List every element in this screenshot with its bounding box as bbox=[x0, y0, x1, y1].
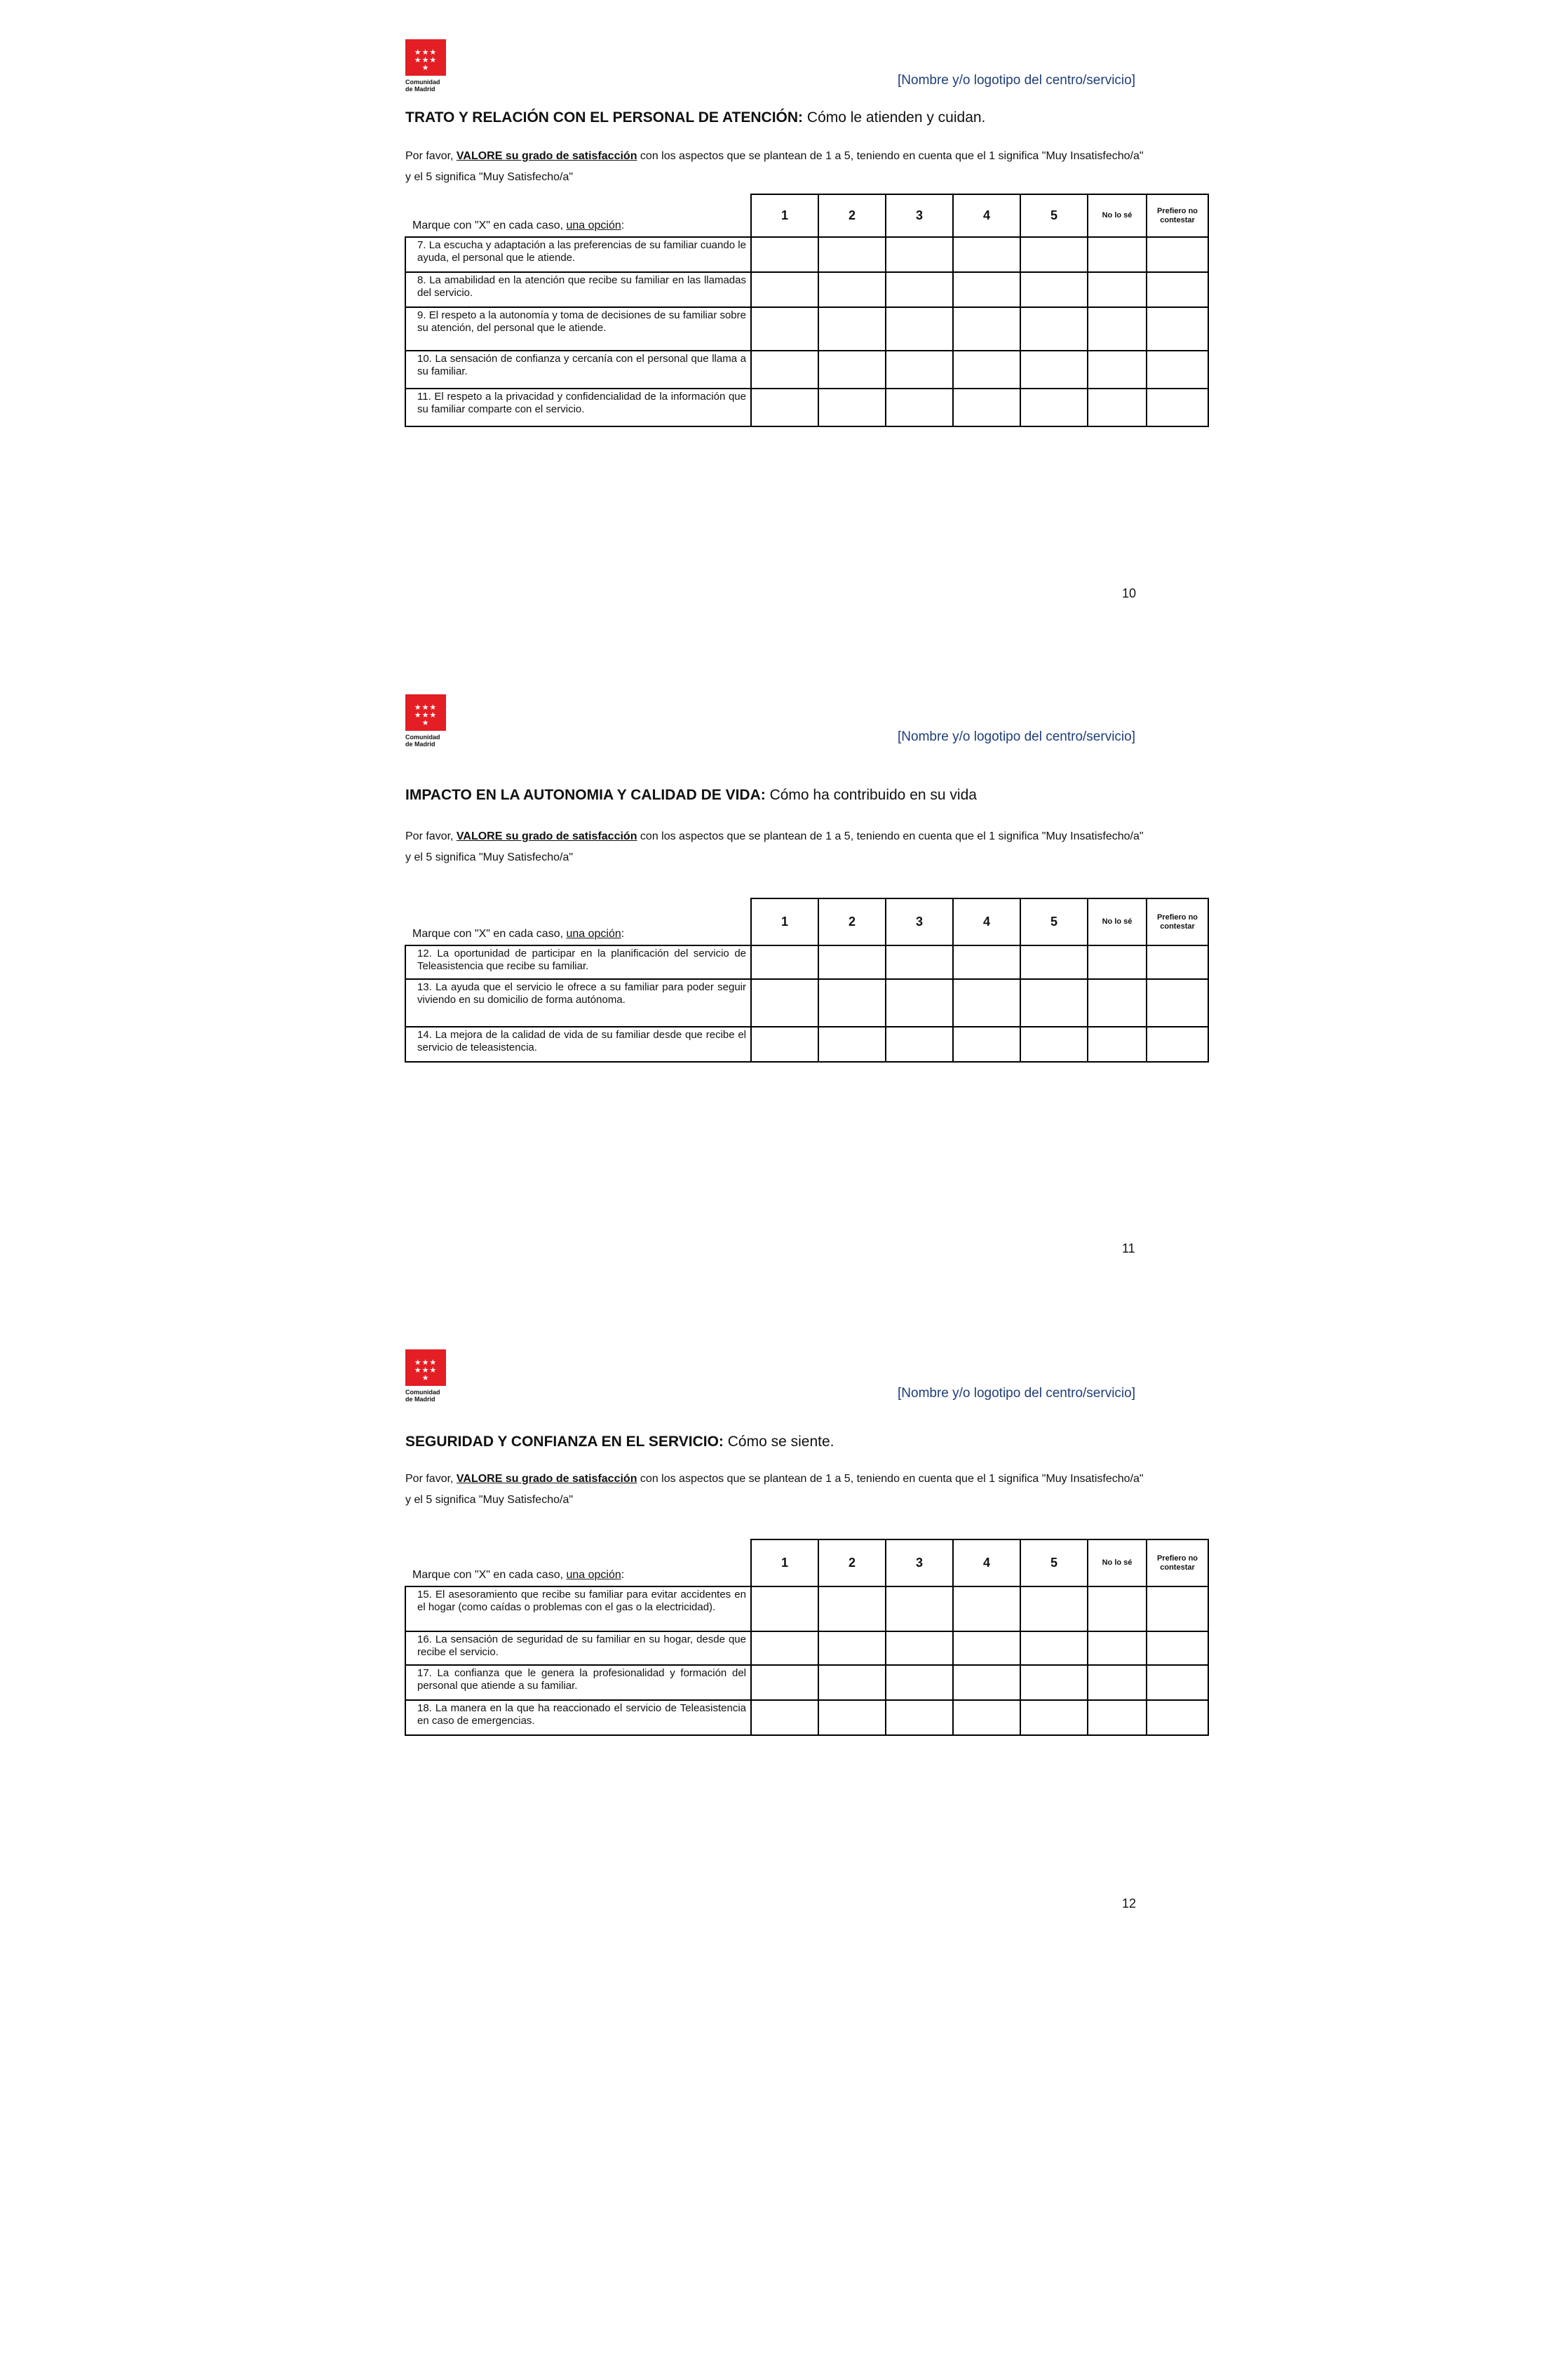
rating-cell[interactable] bbox=[953, 351, 1020, 389]
rating-cell[interactable] bbox=[1088, 1027, 1147, 1062]
rating-cell[interactable] bbox=[1147, 1027, 1208, 1062]
rating-cell[interactable] bbox=[886, 1700, 953, 1735]
rating-cell[interactable] bbox=[818, 979, 886, 1027]
rating-cell[interactable] bbox=[818, 351, 886, 389]
comunidad-madrid-logo: ★★★ ★★★ ★ Comunidad de Madrid bbox=[405, 1349, 446, 1403]
rating-cell[interactable] bbox=[818, 272, 886, 307]
table-row: 12. La oportunidad de participar en la planificación del servicio de Teleasistencia que recibe su familiar. bbox=[405, 945, 1208, 979]
rating-cell[interactable] bbox=[818, 1665, 886, 1700]
intro-text: Por favor, VALORE su grado de satisfacción con los aspectos que se plantean de 1 a 5, teniendo en cuenta que el 1 significa "Muy Insatisfecho/a" y el 5 significa "Muy Satisfecho/a" bbox=[405, 150, 1144, 183]
table-row: 8. La amabilidad en la atención que recibe su familiar en las llamadas del servicio. bbox=[405, 272, 1208, 307]
rating-cell[interactable] bbox=[1147, 1665, 1208, 1700]
rating-cell[interactable] bbox=[1020, 1631, 1088, 1665]
rating-cell[interactable] bbox=[1088, 1700, 1147, 1735]
rating-cell[interactable] bbox=[953, 1027, 1020, 1062]
page-number: 12 bbox=[1122, 1896, 1137, 1910]
table-row: 18. La manera en la que ha reaccionado el servicio de Teleasistencia en caso de emergencias. bbox=[405, 1700, 1208, 1735]
rating-cell[interactable] bbox=[751, 979, 818, 1027]
rating-cell[interactable] bbox=[1020, 1027, 1088, 1062]
page-number: 11 bbox=[1122, 1241, 1135, 1255]
rating-cell[interactable] bbox=[886, 979, 953, 1027]
rating-cell[interactable] bbox=[953, 1665, 1020, 1700]
rating-cell[interactable] bbox=[1147, 389, 1208, 426]
rating-cell[interactable] bbox=[1088, 272, 1147, 307]
rating-cell[interactable] bbox=[1020, 1586, 1088, 1631]
rating-cell[interactable] bbox=[1020, 1665, 1088, 1700]
col-header-3: 3 bbox=[886, 1539, 953, 1586]
rating-cell[interactable] bbox=[818, 1631, 886, 1665]
table-instruction: Marque con "X" en cada caso, una opción: bbox=[405, 898, 751, 945]
rating-cell[interactable] bbox=[1088, 307, 1147, 351]
table-row: 11. El respeto a la privacidad y confidencialidad de la información que su familiar comparte con el servicio. bbox=[405, 389, 1208, 426]
table-row: 15. El asesoramiento que recibe su familiar para evitar accidentes en el hogar (como caídas o problemas con el gas o la electricidad). bbox=[405, 1586, 1208, 1631]
rating-cell[interactable] bbox=[886, 1665, 953, 1700]
col-header-5: 5 bbox=[1020, 1539, 1088, 1586]
rating-cell[interactable] bbox=[1020, 272, 1088, 307]
rating-cell[interactable] bbox=[1147, 351, 1208, 389]
rating-cell[interactable] bbox=[1088, 1586, 1147, 1631]
rating-cell[interactable] bbox=[1020, 945, 1088, 979]
col-header-no-lo-se: No lo sé bbox=[1088, 194, 1147, 237]
rating-cell[interactable] bbox=[1147, 237, 1208, 272]
rating-cell[interactable] bbox=[751, 272, 818, 307]
rating-cell[interactable] bbox=[1147, 1700, 1208, 1735]
col-header-5: 5 bbox=[1020, 898, 1088, 945]
rating-cell[interactable] bbox=[1147, 1631, 1208, 1665]
rating-cell[interactable] bbox=[953, 1631, 1020, 1665]
col-header-3: 3 bbox=[886, 898, 953, 945]
rating-cell[interactable] bbox=[818, 1027, 886, 1062]
rating-cell[interactable] bbox=[953, 1586, 1020, 1631]
rating-cell[interactable] bbox=[1088, 351, 1147, 389]
rating-cell[interactable] bbox=[751, 945, 818, 979]
col-header-1: 1 bbox=[751, 1539, 818, 1586]
section-title: SEGURIDAD Y CONFIANZA EN EL SERVICIO: Cómo se siente. bbox=[405, 1434, 834, 1450]
page-number: 10 bbox=[1122, 586, 1137, 600]
rating-cell[interactable] bbox=[1088, 1631, 1147, 1665]
rating-cell[interactable] bbox=[953, 945, 1020, 979]
rating-cell[interactable] bbox=[953, 272, 1020, 307]
col-header-2: 2 bbox=[818, 1539, 886, 1586]
rating-cell[interactable] bbox=[751, 1665, 818, 1700]
table-row: 17. La confianza que le genera la profesionalidad y formación del personal que atiende a su familiar. bbox=[405, 1665, 1208, 1700]
col-header-prefiero: Prefiero no contestar bbox=[1147, 1539, 1208, 1586]
centro-brand-text: [Nombre y/o logotipo del centro/servicio] bbox=[898, 1386, 1135, 1401]
intro-text: Por favor, VALORE su grado de satisfacción con los aspectos que se plantean de 1 a 5, teniendo en cuenta que el 1 significa "Muy Insatisfecho/a" y el 5 significa "Muy Satisfecho/a" bbox=[405, 830, 1144, 863]
rating-cell[interactable] bbox=[1147, 307, 1208, 351]
col-header-prefiero: Prefiero no contestar bbox=[1147, 898, 1208, 945]
rating-cell[interactable] bbox=[1147, 1586, 1208, 1631]
rating-cell[interactable] bbox=[818, 307, 886, 351]
table-row: 16. La sensación de seguridad de su familiar en su hogar, desde que recibe el servicio. bbox=[405, 1631, 1208, 1665]
rating-cell[interactable] bbox=[1088, 389, 1147, 426]
rating-cell[interactable] bbox=[953, 979, 1020, 1027]
col-header-1: 1 bbox=[751, 194, 818, 237]
rating-cell[interactable] bbox=[886, 1586, 953, 1631]
rating-cell[interactable] bbox=[886, 389, 953, 426]
col-header-4: 4 bbox=[953, 898, 1020, 945]
rating-cell[interactable] bbox=[751, 1027, 818, 1062]
intro-text: Por favor, VALORE su grado de satisfacción con los aspectos que se plantean de 1 a 5, teniendo en cuenta que el 1 significa "Muy Insatisfecho/a" y el 5 significa "Muy Satisfecho/a" bbox=[405, 1473, 1144, 1506]
rating-cell[interactable] bbox=[1088, 237, 1147, 272]
rating-cell[interactable] bbox=[751, 237, 818, 272]
rating-cell[interactable] bbox=[1147, 945, 1208, 979]
rating-cell[interactable] bbox=[751, 1586, 818, 1631]
rating-cell[interactable] bbox=[886, 351, 953, 389]
rating-cell[interactable] bbox=[751, 1631, 818, 1665]
section-title: IMPACTO EN LA AUTONOMIA Y CALIDAD DE VIDA: Cómo ha contribuido en su vida bbox=[405, 787, 977, 803]
rating-cell[interactable] bbox=[886, 1631, 953, 1665]
rating-cell[interactable] bbox=[1020, 389, 1088, 426]
table-row: 14. La mejora de la calidad de vida de su familiar desde que recibe el servicio de teleasistencia. bbox=[405, 1027, 1208, 1062]
rating-cell[interactable] bbox=[886, 945, 953, 979]
table-row: 7. La escucha y adaptación a las preferencias de su familiar cuando le ayuda, el personal que le atiende. bbox=[405, 237, 1208, 272]
table-row: 10. La sensación de confianza y cercanía con el personal que llama a su familiar. bbox=[405, 351, 1208, 389]
comunidad-madrid-logo: ★★★ ★★★ ★ Comunidad de Madrid bbox=[405, 39, 446, 93]
rating-cell[interactable] bbox=[886, 307, 953, 351]
rating-table bbox=[405, 898, 1209, 1063]
questionnaire-page-12 bbox=[0, 1349, 1568, 2121]
rating-cell[interactable] bbox=[1088, 979, 1147, 1027]
rating-cell[interactable] bbox=[886, 272, 953, 307]
rating-cell[interactable] bbox=[1147, 272, 1208, 307]
col-header-prefiero: Prefiero no contestar bbox=[1147, 194, 1208, 237]
col-header-no-lo-se: No lo sé bbox=[1088, 898, 1147, 945]
rating-cell[interactable] bbox=[818, 389, 886, 426]
rating-cell[interactable] bbox=[953, 307, 1020, 351]
centro-brand-text: [Nombre y/o logotipo del centro/servicio] bbox=[898, 729, 1135, 744]
rating-cell[interactable] bbox=[1147, 979, 1208, 1027]
rating-cell[interactable] bbox=[751, 351, 818, 389]
rating-cell[interactable] bbox=[751, 307, 818, 351]
rating-cell[interactable] bbox=[1020, 979, 1088, 1027]
col-header-4: 4 bbox=[953, 194, 1020, 237]
section-title: TRATO Y RELACIÓN CON EL PERSONAL DE ATENCIÓN: Cómo le atienden y cuidan. bbox=[405, 109, 986, 126]
rating-cell[interactable] bbox=[1088, 1665, 1147, 1700]
col-header-3: 3 bbox=[886, 194, 953, 237]
col-header-2: 2 bbox=[818, 194, 886, 237]
rating-cell[interactable] bbox=[1020, 237, 1088, 272]
rating-cell[interactable] bbox=[818, 1586, 886, 1631]
col-header-5: 5 bbox=[1020, 194, 1088, 237]
rating-cell[interactable] bbox=[1020, 1700, 1088, 1735]
rating-cell[interactable] bbox=[1020, 351, 1088, 389]
rating-table bbox=[405, 194, 1209, 427]
rating-cell[interactable] bbox=[953, 389, 1020, 426]
col-header-no-lo-se: No lo sé bbox=[1088, 1539, 1147, 1586]
table-row: 13. La ayuda que el servicio le ofrece a su familiar para poder seguir viviendo en su domicilio de forma autónoma. bbox=[405, 979, 1208, 1027]
col-header-4: 4 bbox=[953, 1539, 1020, 1586]
rating-cell[interactable] bbox=[1020, 307, 1088, 351]
rating-table bbox=[405, 1539, 1209, 1736]
col-header-2: 2 bbox=[818, 898, 886, 945]
rating-cell[interactable] bbox=[886, 237, 953, 272]
rating-cell[interactable] bbox=[886, 1027, 953, 1062]
rating-cell[interactable] bbox=[751, 389, 818, 426]
col-header-1: 1 bbox=[751, 898, 818, 945]
rating-cell[interactable] bbox=[818, 237, 886, 272]
comunidad-madrid-logo: ★★★ ★★★ ★ Comunidad de Madrid bbox=[405, 694, 446, 748]
rating-cell[interactable] bbox=[818, 945, 886, 979]
table-row: 9. El respeto a la autonomía y toma de decisiones de su familiar sobre su atención, del personal que le atiende. bbox=[405, 307, 1208, 351]
rating-cell[interactable] bbox=[953, 1700, 1020, 1735]
rating-cell[interactable] bbox=[818, 1700, 886, 1735]
rating-cell[interactable] bbox=[1088, 945, 1147, 979]
centro-brand-text: [Nombre y/o logotipo del centro/servicio] bbox=[898, 73, 1135, 88]
rating-cell[interactable] bbox=[953, 237, 1020, 272]
rating-cell[interactable] bbox=[751, 1700, 818, 1735]
table-instruction: Marque con "X" en cada caso, una opción: bbox=[405, 1539, 751, 1586]
table-instruction: Marque con "X" en cada caso, una opción: bbox=[405, 194, 751, 237]
